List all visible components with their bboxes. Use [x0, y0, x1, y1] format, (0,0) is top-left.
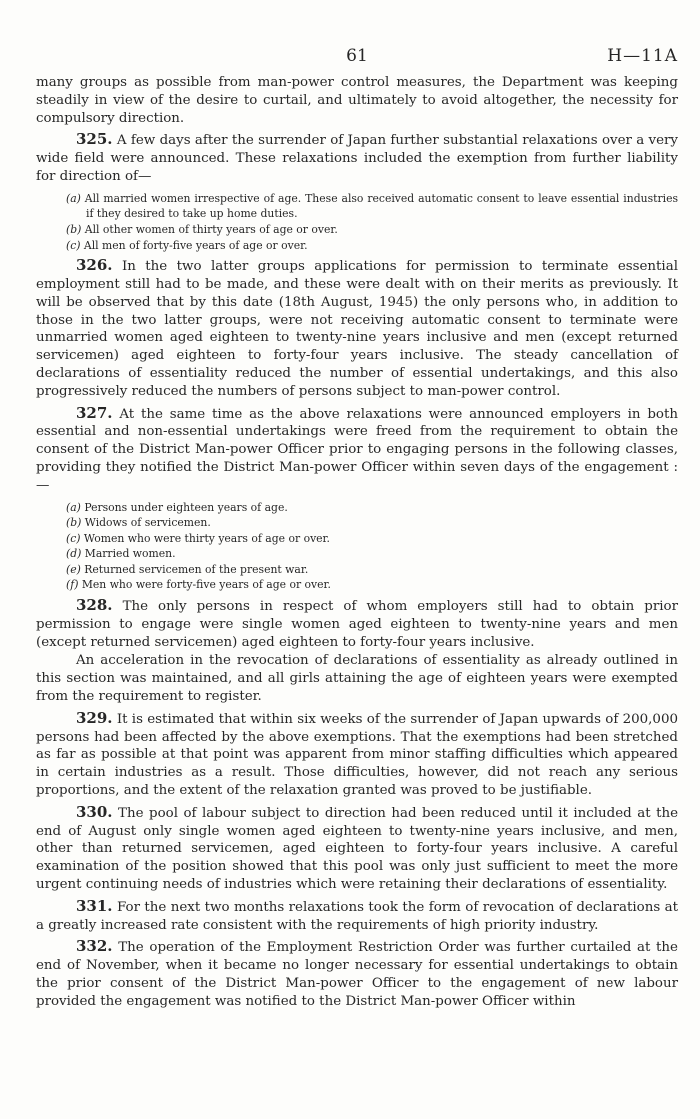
paragraph-number: 330. — [76, 802, 113, 821]
list-marker: (e) — [66, 562, 81, 576]
paragraph-330 — [36, 804, 678, 894]
list-item-text: All other women of thirty years of age or over. — [84, 222, 338, 236]
paragraph-325 — [36, 131, 678, 185]
paragraph-text: For the next two months relaxations took the form of revocation of declarations at a greatly increased rate consistent with the requirements of high priority industry. — [36, 899, 678, 933]
paragraph-text: In the two latter groups applications for permission to terminate essential employment still had to be made, and these were dealt with on their merits as previously. It will be observed that by this date (18th August, 1945) the only persons who, in addition to those in the two latter groups, were not receiving automatic consent to terminate were unmarried women aged eighteen to twenty-nine years inclusive and men (except returned servicemen) aged eighteen to forty-four years inclusive. The steady cancellation of declarations of essentiality reduced the number of essential undertakings, and this also progressively reduced the numbers of persons subject to man-power control. — [36, 259, 678, 399]
list-item-text: Men who were forty-five years of age or over. — [81, 578, 331, 592]
paragraph-326 — [36, 257, 678, 400]
list-item — [56, 238, 678, 254]
list-item-text: All men of forty-five years of age or over. — [83, 238, 308, 252]
page-number: 61 — [346, 46, 368, 66]
paragraph-number: 332. — [76, 937, 113, 956]
list-marker: (a) — [66, 500, 81, 514]
document-reference: H—11A — [607, 46, 678, 66]
list-marker: (c) — [66, 238, 81, 252]
page-header — [36, 46, 678, 74]
list-item — [56, 515, 678, 531]
list-marker: (a) — [66, 191, 81, 205]
list-marker: (b) — [66, 222, 82, 236]
paragraph-331 — [36, 898, 678, 935]
list-327 — [36, 500, 678, 594]
paragraph-329 — [36, 710, 678, 800]
paragraph-328 — [36, 597, 678, 651]
paragraph-number: 329. — [76, 708, 113, 727]
paragraph-text: The operation of the Employment Restriction Order was further curtailed at the end of November, when it became no longer necessary for essential undertakings to obtain the prior consent of the District Man-power Officer to the engagement of new labour provided the engagement was notified to the District Man-power Officer within — [36, 940, 678, 1009]
list-item — [56, 500, 678, 516]
paragraph-332 — [36, 938, 678, 1010]
list-marker: (d) — [66, 547, 82, 561]
list-item — [56, 562, 678, 578]
paragraph-number: 327. — [76, 403, 113, 422]
list-item-text: Persons under eighteen years of age. — [84, 500, 288, 514]
paragraph-number: 326. — [76, 256, 113, 275]
list-item — [56, 531, 678, 547]
paragraph-text: The pool of labour subject to direction had been reduced until it included at the end of August only single women aged eighteen to twenty-nine years inclusive, and men, other than returned servicemen, aged eighteen to forty-four years inclusive. A careful examination of the position showed that this pool was only just sufficient to meet the more urgent continuing needs of industries which were retaining their declarations of essentiality. — [36, 805, 679, 893]
paragraph-328-continuation: An acceleration in the revocation of declarations of essentiality as already outlined in this section was maintained, and all girls attaining the age of eighteen years were exempted from the requirement to register. — [36, 653, 678, 705]
list-item — [56, 222, 678, 238]
document-page — [36, 46, 678, 1011]
list-item — [56, 577, 678, 593]
paragraph-number: 325. — [76, 130, 113, 149]
paragraph-text: At the same time as the above relaxations were announced employers in both essential and non-essential undertakings were freed from the requirement to obtain the consent of the District Man-power Officer prior to engaging persons in the following classes, providing they notified the District Man-power Officer within seven days of the engagement :— — [36, 406, 678, 493]
paragraph-text: The only persons in respect of whom employers still had to obtain prior permission to engage were single women aged eighteen to twenty-nine years and men (except returned servicemen) aged eighteen to forty-four years inclusive. — [36, 599, 678, 650]
paragraph-continuation: many groups as possible from man-power control measures, the Department was keeping steadily in view of the desire to curtail, and ultimately to avoid altogether, the necessity for compulsory direction. — [36, 75, 678, 126]
paragraph-327 — [36, 405, 678, 495]
list-item-text: Widows of servicemen. — [84, 516, 211, 530]
body-text — [36, 74, 678, 1011]
list-marker: (c) — [66, 531, 81, 545]
list-marker: (f) — [66, 578, 79, 592]
paragraph-number: 331. — [76, 896, 113, 915]
list-item — [56, 546, 678, 562]
list-marker: (b) — [66, 516, 82, 530]
list-item-text: Women who were thirty years of age or over. — [83, 531, 330, 545]
list-item-text: All married women irrespective of age. These also received automatic consent to leave essential industries if they desired to take up home duties. — [84, 191, 678, 221]
paragraph-text: It is estimated that within six weeks of the surrender of Japan upwards of 200,000 persons had been affected by the above exemptions. That the exemptions had been stretched as far as possible at that point was apparent from minor staffing difficulties which appeared in certain industries as a result. Those difficulties, however, did not reach any serious proportions, and the extent of the relaxation granted was proved to be justifiable. — [36, 711, 678, 799]
list-325 — [36, 191, 678, 253]
list-item — [56, 191, 678, 222]
paragraph-number: 328. — [76, 596, 113, 615]
paragraph-text: A few days after the surrender of Japan further substantial relaxations over a very wide field were announced. These relaxations included the exemption from further liability for direction of— — [36, 133, 678, 184]
list-item-text: Married women. — [84, 547, 176, 561]
list-item-text: Returned servicemen of the present war. — [84, 562, 309, 576]
